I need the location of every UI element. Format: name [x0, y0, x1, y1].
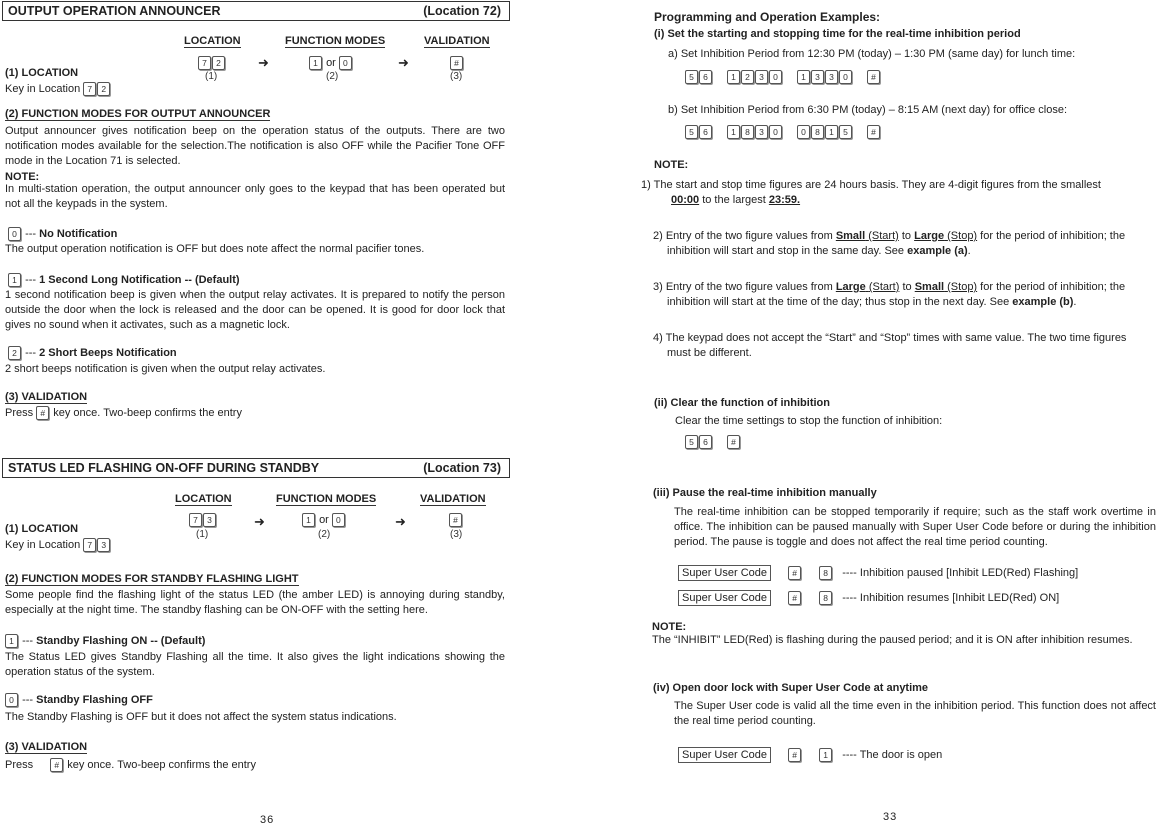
key-in-location [5, 538, 111, 552]
text: (Stop) [947, 230, 978, 242]
dash: --- [22, 634, 34, 647]
key: 0 [797, 125, 810, 139]
note-2-line-1 [653, 229, 1125, 244]
location-keys [198, 56, 226, 70]
option-title: Standby Flashing ON -- (Default) [36, 634, 206, 647]
section-header-output-announcer [2, 1, 510, 21]
note-1-line-1: 1) The start and stop time figures are 24 hours basis. They are 4-digit figures from the smallest [641, 179, 1101, 191]
text: inhibition will start at the time of the day; thus stop in the next day. See [667, 296, 1010, 308]
col-function-modes: FUNCTION MODES [285, 35, 386, 47]
key: 1 [302, 513, 315, 527]
page-number: 36 [260, 814, 275, 826]
example-ii-keys [685, 435, 741, 449]
page-title: Programming and Operation Examples: [654, 10, 881, 24]
emph: example (a) [907, 245, 968, 257]
section-title: OUTPUT OPERATION ANNOUNCER [8, 4, 221, 18]
or-text: or [319, 513, 329, 526]
super-user-code-box: Super User Code [678, 590, 771, 606]
location-tag: (Location 73) [423, 461, 501, 475]
key: 3 [811, 70, 824, 84]
text: 2) Entry of the two figure values from [653, 230, 833, 242]
option-text: 1 second notification beep is given when the output relay activates. It is prepared to notify the person outside the door when the lock is released and the door can be opened. It is good for door lock that gives no sound when it activates, such as a magnetic lock. [5, 289, 505, 331]
arrow-icon: ➜ [398, 55, 409, 70]
key: 5 [685, 70, 698, 84]
section-header-status-led [2, 458, 510, 478]
text: inhibition will start and stop in the same day. See [667, 245, 905, 257]
key: # [867, 70, 880, 84]
key: 3 [97, 538, 110, 552]
function-keys [309, 56, 353, 70]
emph: example (b) [1012, 296, 1074, 308]
subhead-function-modes: (2) FUNCTION MODES FOR OUTPUT ANNOUNCER [5, 108, 271, 120]
validation-key [449, 513, 463, 527]
key: 0 [5, 693, 18, 707]
subhead-function-modes: (2) FUNCTION MODES FOR STANDBY FLASHING LIGHT [5, 573, 299, 585]
step-number: (3) [450, 71, 463, 82]
key: 3 [755, 70, 768, 84]
option-text: 2 short beeps notification is given when the output relay activates. [5, 363, 326, 375]
key: 7 [83, 82, 96, 96]
key: # [788, 591, 801, 605]
text: for the period of inhibition; the [980, 281, 1126, 293]
pause-text: ---- Inhibition paused [Inhibit LED(Red) Flashing] [842, 567, 1079, 579]
col-validation: VALIDATION [424, 35, 490, 47]
paragraph: Output announcer gives notification beep on the operation status of the outputs. There are two notification modes available for the selection.The notification is also OFF while the Pacifier Tone OFF mode in the Location 71 is selected. [5, 125, 505, 167]
key: 0 [769, 70, 782, 84]
page-number: 33 [883, 811, 898, 823]
example-ii-heading: (ii) Clear the function of inhibition [654, 397, 830, 409]
option-title: No Notification [39, 227, 118, 240]
text: (Stop) [947, 281, 978, 293]
key: 1 [309, 56, 322, 70]
key: 0 [332, 513, 345, 527]
key: 1 [819, 748, 832, 762]
press-label: Press [5, 406, 34, 419]
subhead-validation: (3) VALIDATION [5, 391, 88, 403]
key: 5 [685, 125, 698, 139]
key: 7 [83, 538, 96, 552]
key: 0 [839, 70, 852, 84]
example-a-text: a) Set Inhibition Period from 12:30 PM (today) – 1:30 PM (same day) for lunch time: [668, 48, 1076, 60]
step-number: (1) [196, 529, 209, 540]
key: 6 [699, 435, 712, 449]
key: # [867, 125, 880, 139]
key: 1 [797, 70, 810, 84]
super-user-code-box: Super User Code [678, 747, 771, 763]
key: 0 [769, 125, 782, 139]
text: (Start) [868, 230, 899, 242]
arrow-icon: ➜ [258, 55, 269, 70]
emph: Small [914, 281, 945, 293]
option-title: 1 Second Long Notification -- (Default) [39, 273, 240, 286]
example-a-keys [685, 70, 881, 84]
example-b-keys [685, 125, 881, 139]
note-3-line-1 [653, 280, 1125, 295]
resume-row [678, 590, 1059, 606]
key: # [788, 566, 801, 580]
note-text: In multi-station operation, the output announcer only goes to the keypad that has been operated but not all the keypads in the system. [5, 183, 505, 210]
key: 1 [825, 125, 838, 139]
press-tail: key once. Two-beep confirms the entry [67, 758, 256, 771]
option-text: The output operation notification is OFF but does note affect the normal pacifier tones. [5, 243, 425, 255]
location-keys [189, 513, 217, 527]
note-label: NOTE: [654, 159, 689, 171]
option-title: 2 Short Beeps Notification [39, 346, 177, 359]
emph: 00:00 [671, 194, 700, 206]
key: 3 [825, 70, 838, 84]
key: # [788, 748, 801, 762]
col-validation: VALIDATION [420, 493, 486, 505]
key: 8 [741, 125, 754, 139]
arrow-icon: ➜ [254, 514, 265, 529]
key: 6 [699, 70, 712, 84]
arrow-icon: ➜ [395, 514, 406, 529]
text: 3) Entry of the two figure values from [653, 281, 833, 293]
step-number: (2) [318, 529, 331, 540]
subhead-location: (1) LOCATION [5, 523, 79, 535]
key: # [50, 758, 63, 772]
option-2 [8, 346, 177, 360]
text: to [902, 281, 912, 293]
key: 1 [5, 634, 18, 648]
left-page [0, 0, 520, 824]
option-0 [5, 693, 153, 707]
key: 0 [339, 56, 352, 70]
right-page [640, 0, 1156, 824]
open-text: ---- The door is open [842, 749, 943, 761]
emph: Large [914, 230, 945, 242]
function-keys [302, 513, 346, 527]
key: 1 [727, 125, 740, 139]
note-4-line-1: 4) The keypad does not accept the “Start” and “Stop” times with same value. The two time figures [653, 332, 1127, 344]
key: # [449, 513, 462, 527]
example-b-text: b) Set Inhibition Period from 6:30 PM (today) – 8:15 AM (next day) for office close: [668, 104, 1068, 116]
key: 1 [727, 70, 740, 84]
note-text: The “INHIBIT” LED(Red) is flashing during the paused period; and it is ON after inhibition resumes. [652, 634, 1133, 646]
press-tail: key once. Two-beep confirms the entry [53, 406, 242, 419]
emph: Small [835, 230, 866, 242]
key: # [727, 435, 740, 449]
key: 3 [203, 513, 216, 527]
key-in-label: Key in Location [5, 538, 81, 551]
key-in-location [5, 82, 111, 96]
key: 8 [819, 591, 832, 605]
validation-key [450, 56, 464, 70]
option-title: Standby Flashing OFF [36, 693, 153, 706]
example-iv-heading: (iv) Open door lock with Super User Code at anytime [653, 682, 929, 694]
option-0 [8, 227, 117, 241]
section-title: STATUS LED FLASHING ON-OFF DURING STANDBY [8, 461, 320, 475]
key-in-label: Key in Location [5, 82, 81, 95]
option-text: The Status LED gives Standby Flashing all the time. It also gives the light indications showing the operation status of the system. [5, 651, 505, 678]
key: 5 [685, 435, 698, 449]
subhead-location: (1) LOCATION [5, 67, 79, 79]
example-iii-text: The real-time inhibition can be stopped temporarily if require; such as the staff work overtime in office. The inhibition can be paused manually with Super User Code before or during the inhibition period. The pause is toggle and does not affect the real time period counting. [674, 506, 1156, 548]
key: 6 [699, 125, 712, 139]
note-label: NOTE: [652, 621, 687, 633]
option-1 [8, 273, 240, 287]
example-iv-text: The Super User code is valid all the time even in the inhibition period. This function does not affect the real time period counting. [674, 700, 1156, 727]
note-3-line-2: inhibition will start at the time of the day; thus stop in the next day. See example (b). [667, 296, 1077, 308]
example-iii-heading: (iii) Pause the real-time inhibition manually [653, 487, 877, 499]
open-row [678, 747, 942, 763]
key: 2 [8, 346, 21, 360]
resume-text: ---- Inhibition resumes [Inhibit LED(Red) ON] [842, 592, 1060, 604]
dash: --- [22, 693, 34, 706]
key: 7 [189, 513, 202, 527]
pause-row [678, 565, 1078, 581]
text: for the period of inhibition; the [980, 230, 1126, 242]
dash: --- [25, 227, 37, 240]
text: to the largest [702, 194, 766, 206]
key: # [450, 56, 463, 70]
example-i-heading: (i) Set the starting and stopping time for the real-time inhibition period [654, 28, 1021, 40]
option-1 [5, 634, 205, 648]
dash: --- [25, 346, 37, 359]
step-number: (2) [326, 71, 339, 82]
location-tag: (Location 72) [423, 4, 501, 18]
press-line [5, 406, 242, 420]
subhead-validation: (3) VALIDATION [5, 741, 88, 753]
text: (Start) [868, 281, 900, 293]
text: to [901, 230, 912, 242]
or-text: or [326, 56, 336, 69]
example-ii-text: Clear the time settings to stop the function of inhibition: [675, 415, 943, 427]
paragraph: Some people find the flashing light of the status LED (the amber LED) is annoying during standby, especially at the night time. The standby flashing can be ON-OFF with the setting here. [5, 589, 505, 616]
option-text: The Standby Flashing is OFF but it does not affect the system status indications. [5, 711, 397, 723]
key: 1 [8, 273, 21, 287]
note-label: NOTE: [5, 171, 40, 183]
col-location: LOCATION [175, 493, 232, 505]
press-line [5, 758, 256, 772]
key: 2 [741, 70, 754, 84]
key: 0 [8, 227, 21, 241]
note-1-line-2 [671, 193, 800, 208]
super-user-code-box: Super User Code [678, 565, 771, 581]
key: # [36, 406, 49, 420]
press-label: Press [5, 758, 34, 771]
col-function-modes: FUNCTION MODES [276, 493, 377, 505]
dash: --- [25, 273, 37, 286]
note-4-line-2: must be different. [667, 347, 752, 359]
step-number: (1) [205, 71, 218, 82]
key: 3 [755, 125, 768, 139]
emph: Large [835, 281, 866, 293]
col-location: LOCATION [184, 35, 241, 47]
key: 7 [198, 56, 211, 70]
key: 8 [811, 125, 824, 139]
key: 8 [819, 566, 832, 580]
key: 2 [97, 82, 110, 96]
note-2-line-2: inhibition will start and stop in the same day. See example (a). [667, 245, 971, 257]
key: 5 [839, 125, 852, 139]
emph: 23:59. [768, 194, 801, 206]
key: 2 [212, 56, 225, 70]
step-number: (3) [450, 529, 463, 540]
